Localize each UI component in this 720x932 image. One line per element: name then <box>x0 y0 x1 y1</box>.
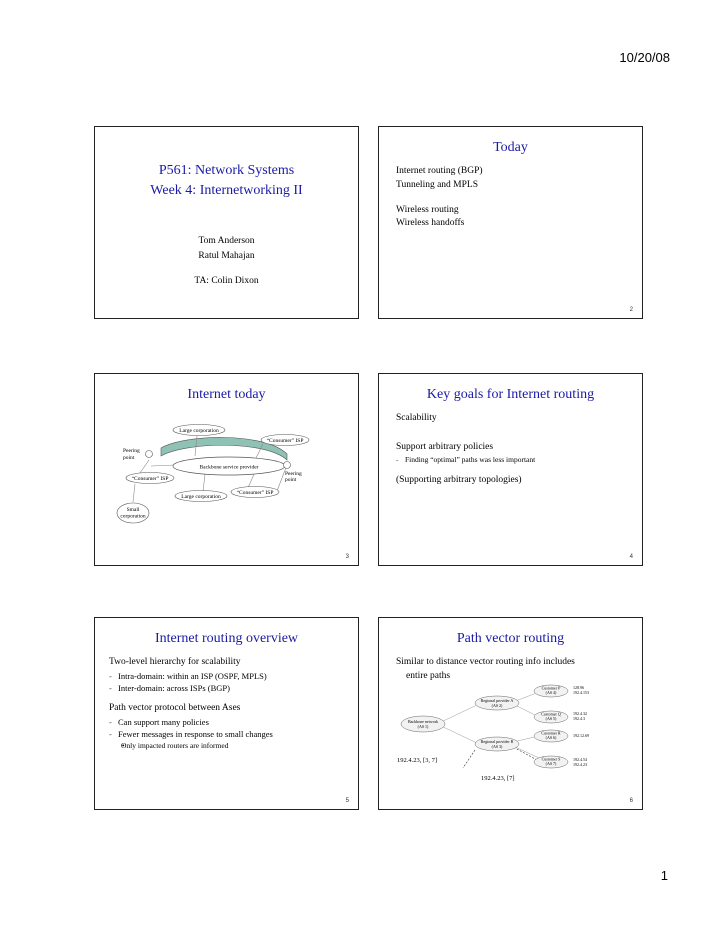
path-label-2: 192.4.23, [7] <box>481 775 515 782</box>
slide-1-author1: Tom Anderson <box>198 236 255 246</box>
slide-5-sub1: - Intra-domain: within an ISP (OSPF, MPLS) <box>109 670 273 682</box>
slide-2-item3: Wireless routing <box>396 204 459 215</box>
slide-1-title-line1: P561: Network Systems <box>158 163 295 178</box>
cust-r-line1: Customer R <box>541 730 561 736</box>
cust-r-line2: (AS 6) <box>545 735 557 740</box>
slide-5-subsub1: • Only impacted routers are informed <box>109 741 273 752</box>
slide-1 <box>94 126 359 319</box>
slide-3-number: 3 <box>345 554 349 560</box>
large-corp-bottom: Large corporation <box>181 494 221 500</box>
slide-1-title-line2: Week 4: Internetworking II <box>150 182 303 198</box>
peering-left-line1: Peering <box>123 448 140 454</box>
cust-r-addr: 192.12.69 <box>573 733 589 738</box>
slide-5-item1: Two-level hierarchy for scalability <box>109 657 241 667</box>
cust-p-addr1: 128.96 <box>573 685 584 690</box>
slide-5-item2: Path vector protocol between Ases <box>109 703 241 714</box>
backbone-line1: Backbone network <box>407 719 439 724</box>
cust-s-addr2: 192.4.23 <box>573 762 587 767</box>
slide-4 <box>378 373 643 566</box>
large-corp-top: Large corporation <box>179 428 219 434</box>
slide-2-number: 2 <box>629 307 633 313</box>
peering-left-line2: point <box>123 455 135 461</box>
page-number: 1 <box>660 868 668 883</box>
path-label-1: 192.4.23, [3, 7] <box>397 757 438 764</box>
peering-right-line1: Peering <box>285 471 302 477</box>
peering-point-left-icon <box>146 451 153 458</box>
cust-p-addr2: 192.4.153 <box>573 690 589 695</box>
path-vector-diagram <box>379 618 644 811</box>
cust-p-line2: (AS 4) <box>545 690 557 695</box>
header-date: 10/20/08 <box>619 50 670 65</box>
cust-q-line2: (AS 5) <box>545 716 557 721</box>
slide-2-title: Today <box>493 140 528 155</box>
cust-q-line1: Customer Q <box>541 711 561 717</box>
small-corp-line2: corporation <box>120 513 146 520</box>
consumer-isp-right: “Consumer” ISP <box>236 490 274 496</box>
slide-1-ta: TA: Colin Dixon <box>194 276 259 287</box>
cust-q-addr2: 192.4.3 <box>573 716 585 721</box>
cust-q-addr1: 192.4.32 <box>573 711 587 716</box>
cust-p-line1: Customer P <box>541 685 561 691</box>
cust-s-addr1: 192.4.54 <box>573 757 587 762</box>
slide-2 <box>378 126 643 319</box>
slide-6-line1: Similar to distance vector routing info includes <box>396 657 575 667</box>
slide-5 <box>94 617 359 810</box>
slide-4-item1: Scalability <box>396 413 437 423</box>
peering-right-line2: point <box>285 477 297 483</box>
slide-6 <box>378 617 643 810</box>
cust-s-line1: Customer S <box>541 756 561 762</box>
slide-5-sub4: - Fewer messages in response to small changes <box>109 728 273 740</box>
slide-5-sub3: - Can support many policies <box>109 716 273 728</box>
cust-s-line2: (AS 7) <box>545 761 557 766</box>
small-corp-line1: Small <box>126 507 140 513</box>
slide-6-line2: entire paths <box>406 670 451 681</box>
reg-b-line1: Regional provider B <box>480 739 514 744</box>
reg-a-line2: (AS 2) <box>491 703 503 708</box>
slide-2-item4: Wireless handoffs <box>396 218 465 229</box>
consumer-isp-top: “Consumer” ISP <box>266 438 304 444</box>
reg-a-line1: Regional provider A <box>480 698 514 703</box>
slide-4-title: Key goals for Internet routing <box>426 387 595 402</box>
slide-2-item1: Internet routing (BGP) <box>396 166 483 176</box>
slide-4-number: 4 <box>629 554 633 560</box>
slide-6-title: Path vector routing <box>456 631 565 646</box>
internet-diagram <box>95 374 360 567</box>
slide-3-title: Internet today <box>187 387 266 402</box>
slide-4-item2: Support arbitrary policies <box>396 441 494 452</box>
slide-6-number: 6 <box>629 798 633 804</box>
slide-5-number: 5 <box>345 798 349 804</box>
backbone-label: Backbone service provider <box>199 464 259 471</box>
backbone-line2: (AS 1) <box>417 724 429 729</box>
slide-5-title: Internet routing overview <box>154 631 299 646</box>
slide-4-item3: (Supporting arbitrary topologies) <box>396 475 522 486</box>
slide-5-sub2: - Inter-domain: across ISPs (BGP) <box>109 682 273 694</box>
slide-2-item2: Tunneling and MPLS <box>396 179 478 190</box>
slide-3 <box>94 373 359 566</box>
reg-b-line2: (AS 3) <box>491 744 503 749</box>
peering-point-right-icon <box>284 462 291 469</box>
slide-1-author2: Ratul Mahajan <box>198 251 255 262</box>
slide-4-sub1: - Finding “optimal” paths was less important <box>396 455 535 466</box>
consumer-isp-left: “Consumer” ISP <box>131 476 169 482</box>
